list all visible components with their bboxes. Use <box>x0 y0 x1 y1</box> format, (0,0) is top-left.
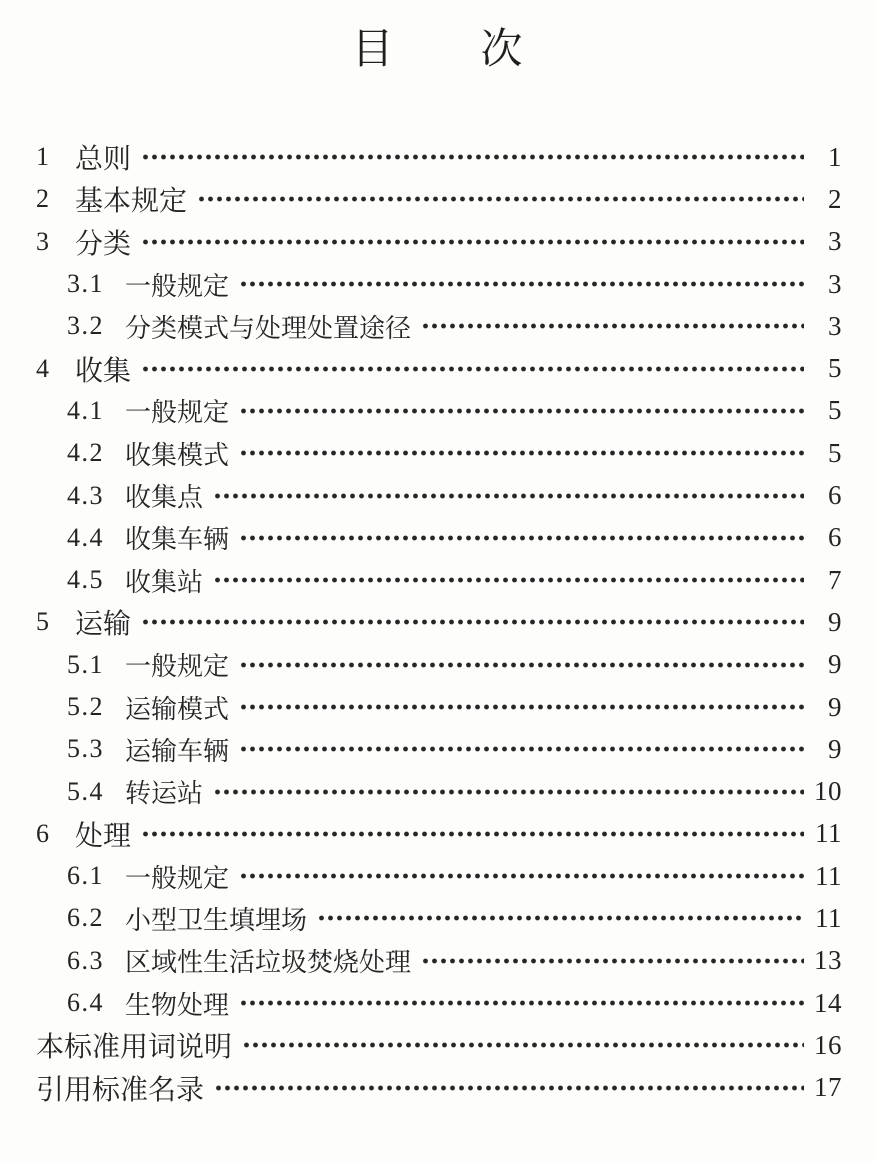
dot-leader-icon <box>141 239 804 245</box>
toc-entry-page: 7 <box>828 564 842 595</box>
toc-entry-page: 3 <box>828 310 842 341</box>
toc-entry-label: 运输 <box>75 609 132 641</box>
dot-leader-icon <box>197 196 804 202</box>
dot-leader-icon <box>421 958 804 964</box>
toc-entry-label: 基本规定 <box>75 186 188 218</box>
toc-entry-number: 4.3 <box>67 480 104 510</box>
toc-entry <box>0 347 875 389</box>
toc-entry-label: 一般规定 <box>125 863 230 893</box>
toc-entry <box>0 305 875 347</box>
toc-entry-number: 2 <box>36 184 51 214</box>
toc-entry-page: 9 <box>828 733 842 764</box>
toc-entry-page: 9 <box>828 606 842 637</box>
toc-entry-label: 转运站 <box>125 779 204 809</box>
dot-leader-icon <box>239 535 804 541</box>
dot-leader-icon <box>239 408 804 414</box>
toc-entry-label: 收集模式 <box>125 440 230 470</box>
toc-entry-page: 5 <box>828 395 842 426</box>
toc-entry-label: 区域性生活垃圾焚烧处理 <box>125 948 412 978</box>
toc-entry-page: 6 <box>828 480 842 511</box>
toc-entry-number: 5.3 <box>67 734 104 764</box>
dot-leader-icon <box>214 1085 804 1091</box>
toc-list <box>0 136 875 1109</box>
toc-entry <box>0 813 875 855</box>
page-title: 目 次 <box>351 27 524 73</box>
toc-entry-page: 11 <box>815 818 842 849</box>
toc-entry-page: 9 <box>828 649 842 680</box>
dot-leader-icon <box>239 450 804 456</box>
dot-leader-icon <box>141 619 804 625</box>
toc-entry <box>0 686 875 728</box>
toc-entry-page: 2 <box>828 183 842 214</box>
toc-entry-page: 3 <box>828 226 842 257</box>
toc-entry-label: 一般规定 <box>125 398 230 428</box>
toc-entry-page: 9 <box>828 691 842 722</box>
toc-entry <box>0 221 875 263</box>
toc-entry-page: 5 <box>828 437 842 468</box>
toc-entry-number: 6 <box>36 818 51 848</box>
toc-entry-number: 4.2 <box>67 438 104 468</box>
toc-entry-page: 16 <box>814 1029 842 1060</box>
toc-entry-number: 1 <box>36 142 51 172</box>
toc-entry <box>0 178 875 220</box>
toc-entry-label: 分类 <box>75 228 132 260</box>
toc-entry-label: 处理 <box>75 820 132 852</box>
dot-leader-icon <box>213 577 804 583</box>
toc-entry-number: 6.3 <box>67 945 104 975</box>
toc-entry-number: 4.5 <box>67 565 104 595</box>
toc-entry-number: 5.1 <box>67 649 104 679</box>
dot-leader-icon <box>239 746 804 752</box>
toc-entry-label: 收集车辆 <box>125 525 230 555</box>
toc-entry-page: 11 <box>815 860 842 891</box>
toc-entry-number: 5.2 <box>67 692 104 721</box>
toc-entry-label: 收集点 <box>125 483 204 513</box>
toc-entry-page: 11 <box>815 902 842 933</box>
dot-leader-icon <box>242 1042 804 1048</box>
toc-entry <box>0 644 875 686</box>
dot-leader-icon <box>141 154 804 160</box>
toc-entry-label: 小型卫生填埋场 <box>125 905 308 935</box>
toc-entry <box>0 559 875 601</box>
toc-entry-page: 10 <box>814 776 842 807</box>
toc-entry-page: 13 <box>814 945 842 976</box>
toc-entry-label: 运输模式 <box>125 694 230 724</box>
dot-leader-icon <box>141 366 804 372</box>
dot-leader-icon <box>421 323 804 329</box>
toc-entry <box>0 897 875 939</box>
toc-entry <box>0 517 875 559</box>
toc-entry <box>0 1024 875 1066</box>
toc-entry-label: 一般规定 <box>125 652 230 682</box>
toc-entry-label: 生物处理 <box>125 990 230 1020</box>
dot-leader-icon <box>239 873 804 879</box>
toc-entry-number: 3.1 <box>67 269 104 299</box>
toc-entry-number: 3.2 <box>67 311 104 341</box>
toc-entry-page: 14 <box>814 987 842 1018</box>
toc-entry-label: 运输车辆 <box>125 736 230 766</box>
toc-entry-number: 4.4 <box>67 522 104 552</box>
toc-entry-page: 17 <box>814 1072 842 1103</box>
toc-entry-page: 3 <box>828 268 842 299</box>
toc-entry-number: 5 <box>36 607 51 637</box>
toc-entry <box>0 601 875 643</box>
dot-leader-icon <box>213 493 804 499</box>
toc-entry <box>0 263 875 305</box>
dot-leader-icon <box>239 281 804 287</box>
toc-entry-number: 6.2 <box>67 903 104 933</box>
dot-leader-icon <box>239 1000 804 1006</box>
toc-entry <box>0 982 875 1024</box>
toc-entry-page: 5 <box>828 353 842 384</box>
toc-entry <box>0 855 875 897</box>
toc-entry <box>0 136 875 178</box>
dot-leader-icon <box>213 789 804 795</box>
toc-entry-label: 引用标准名录 <box>36 1074 205 1106</box>
toc-entry <box>0 1067 875 1109</box>
toc-entry <box>0 770 875 812</box>
toc-entry-number: 5.4 <box>67 776 104 806</box>
toc-entry <box>0 728 875 770</box>
toc-entry-label: 收集站 <box>125 567 204 597</box>
toc-entry-number: 4.1 <box>67 395 104 425</box>
toc-entry-label: 总则 <box>75 144 132 176</box>
dot-leader-icon <box>239 662 804 668</box>
toc-entry-number: 3 <box>36 226 51 256</box>
dot-leader-icon <box>317 915 804 921</box>
toc-entry-label: 本标准用词说明 <box>36 1032 233 1064</box>
toc-entry-number: 4 <box>36 353 51 383</box>
dot-leader-icon <box>239 704 804 710</box>
toc-entry-number: 6.4 <box>67 988 104 1018</box>
toc-entry-page: 6 <box>828 522 842 553</box>
toc-entry <box>0 940 875 982</box>
toc-entry <box>0 432 875 474</box>
toc-entry-number: 6.1 <box>67 861 104 891</box>
toc-entry-label: 分类模式与处理处置途径 <box>125 313 412 343</box>
toc-entry-label: 一般规定 <box>125 271 230 301</box>
dot-leader-icon <box>141 831 804 837</box>
toc-entry <box>0 390 875 432</box>
toc-entry-label: 收集 <box>75 355 132 387</box>
toc-entry-page: 1 <box>828 141 842 172</box>
toc-entry <box>0 474 875 516</box>
